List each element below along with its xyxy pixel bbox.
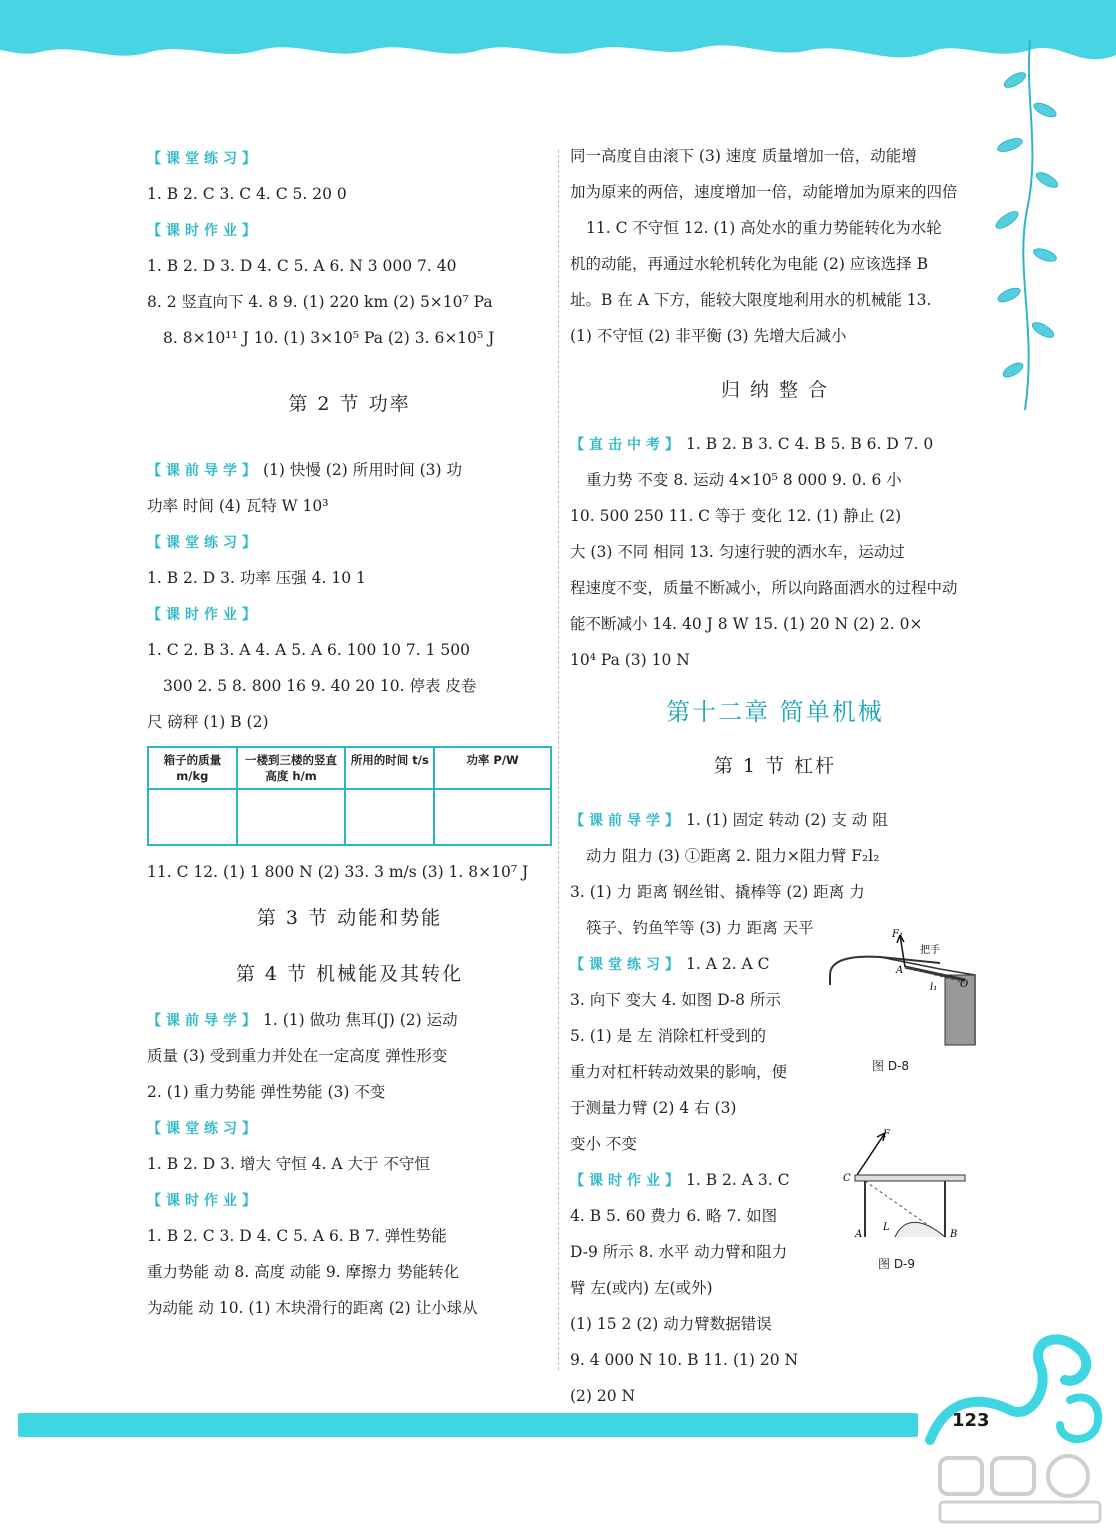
summary-title: 归 纳 整 合 [720,379,830,401]
answer-line: 300 2. 5 8. 800 16 9. 40 20 10. 停表 皮卷 [163,677,477,695]
section-tag: 【课堂练习】 [147,151,261,167]
answer-line: 功率 时间 (4) 瓦特 W 10³ [147,497,329,515]
answer-line: 臂 左(或内) 左(或外) [570,1279,713,1297]
answer-line: (1) 不守恒 (2) 非平衡 (3) 先增大后减小 [570,327,847,345]
fig8-label-O: O [960,979,969,990]
section-title: 第 3 节 动能和势能 [256,907,443,929]
page-number: 123 [952,1410,990,1431]
answer-line: 为动能 动 10. (1) 木块滑行的距离 (2) 让小球从 [147,1299,478,1317]
table-header: 功率 P/W [434,747,551,789]
answer-line: (1) 15 2 (2) 动力臂数据错误 [570,1315,772,1333]
power-table [147,746,552,846]
fig9-label-F: F [883,1129,890,1140]
section-tag: 【课时作业】 [570,1173,684,1189]
answer-line: 4. B 5. 60 费力 6. 略 7. 如图 [570,1207,778,1225]
answer-line: 变小 不变 [570,1135,637,1153]
fig8-caption: 图 D-8 [872,1059,910,1073]
answer-line: 1. B 2. B 3. C 4. B 5. B 6. D 7. 0 [686,435,934,453]
figure-d9 [835,1125,970,1245]
fig9-label-B: B [950,1229,958,1240]
answer-line: 1. B 2. D 3. D 4. C 5. A 6. N 3 000 7. 40 [147,257,457,275]
answer-line: 1. B 2. C 3. C 4. C 5. 20 0 [147,185,347,203]
page-badge-swirl [920,1330,1110,1450]
answer-line: 2. (1) 重力势能 弹性势能 (3) 不变 [147,1083,386,1101]
footer-bar [18,1413,918,1437]
answer-line: 1. C 2. B 3. A 4. A 5. A 6. 100 10 7. 1 500 [147,641,471,659]
answer-line: 1. B 2. C 3. D 4. C 5. A 6. B 7. 弹性势能 [147,1227,447,1245]
section-tag: 【课前导学】 [147,1013,261,1029]
section-tag: 【课堂练习】 [570,957,684,973]
figure-d8 [820,925,980,1050]
answer-line: 1. B 2. A 3. C [686,1171,790,1189]
answer-line: 同一高度自由滚下 (3) 速度 质量增加一倍，动能增 [570,147,917,165]
fig8-label-l1: l₁ [930,982,938,993]
answer-line: (2) 20 N [570,1387,636,1405]
answer-line: 1. (1) 固定 转动 (2) 支 动 阻 [686,811,888,829]
answer-line: D-9 所示 8. 水平 动力臂和阻力 [570,1243,788,1261]
section-tag: 【课时作业】 [147,607,261,623]
section-tag: 【课前导学】 [570,813,684,829]
fig9-caption: 图 D-9 [878,1257,916,1271]
column-divider [558,150,559,1370]
answer-line: 尺 磅秤 (1) B (2) [147,713,269,731]
answer-line: 大 (3) 不同 相同 13. 匀速行驶的洒水车，运动过 [570,543,905,561]
answer-line: 质量 (3) 受到重力并处在一定高度 弹性形变 [147,1047,448,1065]
table-header: 一楼到三楼的竖直高度 h/m [237,747,346,789]
answer-line: 1. (1) 做功 焦耳(J) (2) 运动 [263,1011,458,1029]
fig8-label-A: A [896,965,904,976]
answer-line: 5. (1) 是 左 消除杠杆受到的 [570,1027,766,1045]
section-tag: 【课时作业】 [147,223,261,239]
answer-line: 11. C 不守恒 12. (1) 高处水的重力势能转化为水轮 [586,219,942,237]
answer-line: 程速度不变，质量不断减小，所以向路面洒水的过程中动 [570,579,958,597]
answer-line: 能不断减小 14. 40 J 8 W 15. (1) 20 N (2) 2. 0× [570,615,923,633]
answer-line: 9. 4 000 N 10. B 11. (1) 20 N [570,1351,799,1369]
section-tag: 【课堂练习】 [147,1121,261,1137]
fig9-label-C: C [843,1173,851,1184]
section-tag: 【课前导学】 [147,463,261,479]
answer-line: 重力对杠杆转动效果的影响，便 [570,1063,788,1081]
section-title: 第 1 节 杠杆 [713,755,837,777]
answer-line: 8. 2 竖直向下 4. 8 9. (1) 220 km (2) 5×10⁷ Pa [147,293,493,311]
fig9-label-A: A [855,1229,863,1240]
fig8-label-F1: F₁ [892,929,903,940]
fig8-label-handle: 把手 [920,945,940,956]
answer-line: (1) 快慢 (2) 所用时间 (3) 功 [263,461,463,479]
left-column [147,140,552,1326]
answer-line: 8. 8×10¹¹ J 10. (1) 3×10⁵ Pa (2) 3. 6×10⁵ J [163,329,495,347]
watermark-logo [930,1450,1110,1530]
answer-line: 1. B 2. D 3. 功率 压强 4. 10 1 [147,569,366,587]
section-title: 第 2 节 功率 [288,393,411,415]
fig9-label-L: L [883,1222,890,1233]
answer-line: 动力 阻力 (3) ①距离 2. 阻力×阻力臂 F₂l₂ [586,847,880,865]
chapter-title: 第十二章 简单机械 [666,698,884,726]
answer-line: 址。B 在 A 下方，能较大限度地利用水的机械能 13. [570,291,932,309]
answer-line: 重力势 不变 8. 运动 4×10⁵ 8 000 9. 0. 6 小 [586,471,902,489]
section-title: 第 4 节 机械能及其转化 [235,963,464,985]
answer-line: 机的动能，再通过水轮机转化为电能 (2) 应该选择 B [570,255,929,273]
answer-line: 10. 500 250 11. C 等于 变化 12. (1) 静止 (2) [570,507,902,525]
answer-line: 加为原来的两倍，速度增加一倍，动能增加为原来的四倍 [570,183,958,201]
section-tag: 【课堂练习】 [147,535,261,551]
answer-line: 重力势能 动 8. 高度 动能 9. 摩擦力 势能转化 [147,1263,460,1281]
table-header: 箱子的质量 m/kg [148,747,237,789]
answer-line: 于测量力臂 (2) 4 右 (3) [570,1099,737,1117]
answer-line: 3. 向下 变大 4. 如图 D-8 所示 [570,991,781,1009]
section-tag: 【课时作业】 [147,1193,261,1209]
header-wave [0,0,1116,150]
section-tag: 【直击中考】 [570,437,684,453]
vine-decoration [985,40,1075,420]
answer-line: 1. B 2. D 3. 增大 守恒 4. A 大于 不守恒 [147,1155,430,1173]
answer-line: 11. C 12. (1) 1 800 N (2) 33. 3 m/s (3) 1. 8×10⁷ J [147,863,529,881]
answer-line: 筷子、钓鱼竿等 (3) 力 距离 天平 [586,919,814,937]
table-header: 所用的时间 t/s [345,747,434,789]
answer-line: 1. A 2. A C [686,955,770,973]
answer-line: 10⁴ Pa (3) 10 N [570,651,690,669]
answer-line: 3. (1) 力 距离 钢丝钳、撬棒等 (2) 距离 力 [570,883,865,901]
